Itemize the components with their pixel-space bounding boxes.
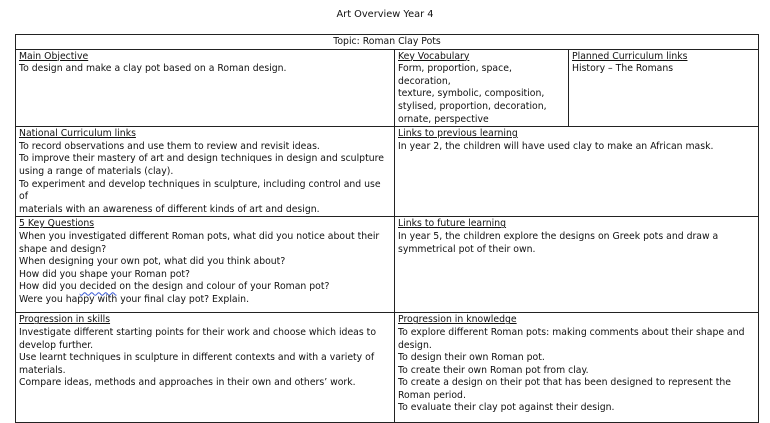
previous-learning-text: In year 2, the children will have used clay to make an African mask. [398, 140, 714, 152]
progression-knowledge-line: To create their own Roman pot from clay. [398, 364, 589, 376]
key-question-text: How did you [19, 281, 80, 293]
topic-cell [16, 35, 759, 50]
planned-links-heading: Planned Curriculum links [572, 50, 688, 62]
key-question-text: on the design and colour of your Roman pot? [116, 281, 330, 293]
progression-knowledge-line: To explore different Roman pots: making comments about their shape and [398, 326, 745, 338]
progression-knowledge-heading: Progression in knowledge [398, 314, 517, 326]
future-learning-heading: Links to future learning [398, 218, 507, 230]
key-question-line: shape and design? [19, 243, 107, 255]
key-questions-cell [16, 217, 395, 313]
progression-skills-cell [16, 313, 395, 423]
national-curriculum-heading: National Curriculum links [19, 128, 136, 140]
progression-skills-line: develop further. [19, 339, 94, 351]
progression-skills-line: Use learnt techniques in sculpture in different contexts and with a variety of [19, 352, 375, 364]
main-objective-text: To design and make a clay pot based on a Roman design. [19, 63, 287, 75]
progression-skills-line: materials. [19, 364, 66, 376]
key-vocabulary-line: stylised, proportion, decoration, [398, 100, 547, 112]
key-question-line: When designing your own pot, what did you think about? [19, 256, 286, 268]
national-curriculum-cell [16, 127, 395, 217]
planned-links-cell [569, 49, 759, 127]
previous-learning-heading: Links to previous learning [398, 128, 518, 140]
main-objective-cell [16, 49, 395, 127]
progression-knowledge-line: Roman period. [398, 389, 466, 401]
previous-learning-cell [395, 127, 759, 217]
progression-knowledge-line: design. [398, 339, 432, 351]
national-curriculum-line: To improve their mastery of art and design techniques in design and sculpture [19, 153, 384, 165]
key-vocabulary-cell [395, 49, 569, 127]
key-vocabulary-line: texture, symbolic, composition, [398, 88, 545, 100]
national-curriculum-line: To experiment and develop techniques in sculpture, including control and use of [19, 178, 381, 203]
national-curriculum-line: using a range of materials (clay). [19, 165, 174, 177]
overview-table [15, 34, 759, 423]
progression-skills-line: Investigate different starting points for their work and choose which ideas to [19, 326, 377, 338]
progression-knowledge-line: To design their own Roman pot. [398, 352, 545, 364]
progression-knowledge-cell [395, 313, 759, 423]
progression-skills-line: Compare ideas, methods and approaches in their own and others’ work. [19, 377, 356, 389]
national-curriculum-line: materials with an awareness of different kinds of art and design. [19, 203, 320, 215]
key-question-line: How did you shape your Roman pot? [19, 268, 190, 280]
key-vocabulary-line: Form, proportion, space, decoration, [398, 63, 512, 87]
key-question-line: When you investigated different Roman pots, what did you notice about their [19, 230, 380, 242]
main-objective-heading: Main Objective [19, 50, 89, 62]
future-learning-line: In year 5, the children explore the designs on Greek pots and draw a [398, 230, 719, 242]
future-learning-line: symmetrical pot of their own. [398, 243, 536, 255]
key-vocabulary-line: ornate, perspective [398, 113, 489, 125]
progression-knowledge-line: To create a design on their pot that has been designed to represent the [398, 377, 732, 389]
progression-knowledge-line: To evaluate their clay pot against their design. [398, 402, 615, 414]
topic-label: Topic: Roman Clay Pots [333, 36, 441, 47]
progression-skills-heading: Progression in skills [19, 314, 111, 326]
planned-links-text: History – The Romans [572, 63, 674, 75]
spellcheck-underlined-word: decided [79, 281, 117, 293]
national-curriculum-line: To record observations and use them to review and revisit ideas. [19, 140, 320, 152]
future-learning-cell [395, 217, 759, 313]
key-questions-heading: 5 Key Questions [19, 218, 95, 230]
key-question-line: Were you happy with your final clay pot? Explain. [19, 293, 250, 305]
key-question-line [19, 281, 391, 294]
key-vocabulary-heading: Key Vocabulary [398, 50, 470, 62]
page-title: Art Overview Year 4 [336, 9, 434, 20]
